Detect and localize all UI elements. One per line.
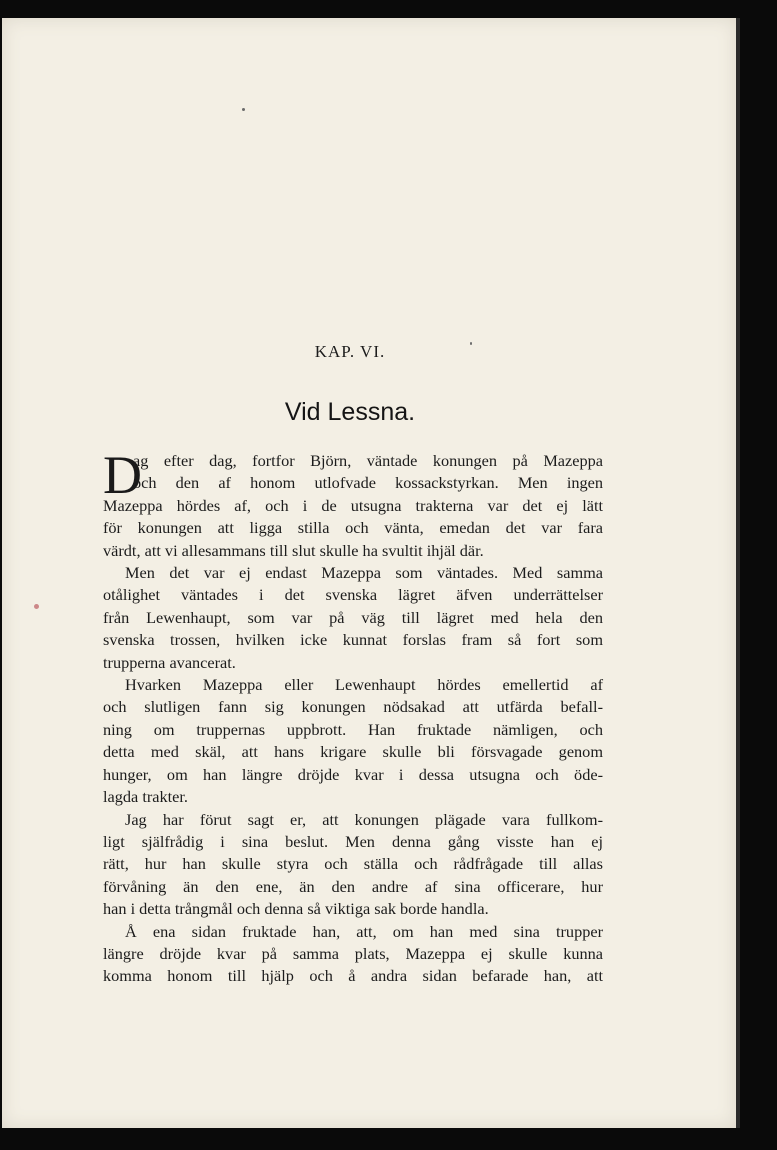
text-line: svenska trossen, hvilken icke kunnat forslas fram så fort som (103, 630, 603, 650)
chapter-heading: KAP. VI. (314, 342, 386, 361)
text-line: för konungen att ligga stilla och vänta, emedan det var fara (103, 518, 603, 538)
text-line: otålighet väntades i det svenska lägret äfven underrättelser (103, 585, 603, 605)
chapter-title: Vid Lessna. (284, 398, 416, 426)
text-line: förvåning än den ene, än den andre af sina officerare, hur (103, 876, 603, 896)
text-line: detta med skäl, att hans krigare skulle bli försvagade genom (103, 742, 603, 762)
paper-speck (242, 108, 245, 111)
text-line: ning om truppernas uppbrott. Han fruktade nämligen, och (103, 719, 603, 739)
text-line: Mazeppa hördes af, och i de utsugna trakterna var det ej lätt (103, 495, 603, 515)
text-line: Jag har förut sagt er, att konungen plägade vara fullkom- (125, 809, 603, 829)
text-line: Hvarken Mazeppa eller Lewenhaupt hördes emellertid af (125, 675, 603, 695)
page-edge (736, 18, 740, 1128)
text-line: längre dröjde kvar på samma plats, Mazeppa ej skulle kunna (103, 943, 603, 963)
text-line: trupperna avancerat. (103, 652, 236, 672)
text-line: värdt, att vi allesammans till slut skulle ha svultit ihjäl där. (103, 540, 484, 560)
text-line: och den af honom utlofvade kossackstyrkan. Men ingen (133, 473, 603, 493)
text-line: ag efter dag, fortfor Björn, väntade konungen på Mazeppa (133, 451, 603, 470)
text-line: hunger, om han längre dröjde kvar i dessa utsugna och öde- (103, 764, 603, 784)
text-line: ligt själfrådig i sina beslut. Men denna gång visste han ej (103, 831, 603, 851)
text-line: Å ena sidan fruktade han, att, om han med sina trupper (125, 921, 603, 941)
text-line: från Lewenhaupt, som var på väg till lägret med hela den (103, 607, 603, 627)
paper-speck (34, 604, 39, 609)
text-line: rätt, hur han skulle styra och ställa och rådfrågade till allas (103, 854, 603, 874)
text-line: komma honom till hjälp och å andra sidan befarade han, att (103, 966, 603, 986)
text-line: Men det var ej endast Mazeppa som väntades. Med samma (125, 563, 603, 583)
text-line: han i detta trångmål och denna så viktiga sak borde handla. (103, 899, 489, 919)
text-line: och slutligen fann sig konungen nödsakad att utfärda befall- (103, 697, 603, 717)
text-line: lagda trakter. (103, 787, 188, 807)
body-text (103, 445, 603, 988)
drop-cap: D (103, 445, 142, 505)
